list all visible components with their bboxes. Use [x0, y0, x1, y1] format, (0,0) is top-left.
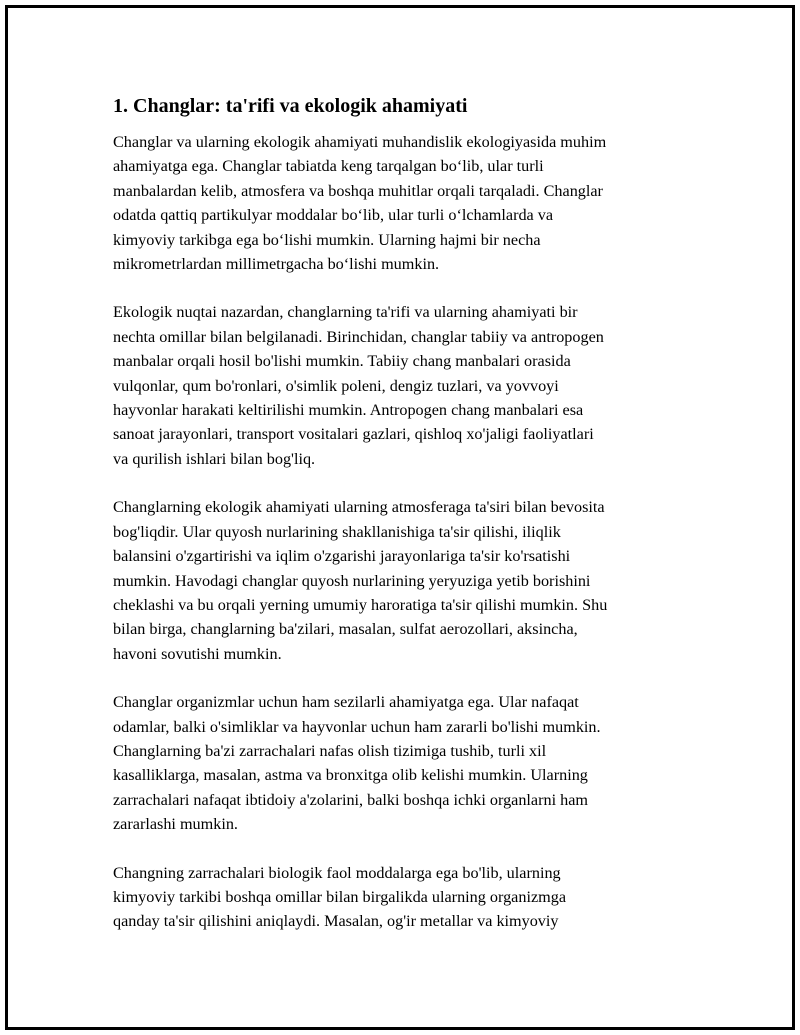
- text-line: havoni sovutishi mumkin.: [113, 644, 282, 663]
- text-line: hayvonlar harakati keltirilishi mumkin. Antropogen chang manbalari esa: [113, 401, 584, 420]
- text-line: Changlar organizmlar uchun ham sezilarli ahamiyatga ega. Ular nafaqat: [113, 693, 579, 712]
- paragraph-atmosphere: [113, 495, 693, 666]
- text-line: ahamiyatga ega. Changlar tabiatda keng tarqalgan bo‘lib, ular turli: [113, 157, 544, 176]
- paragraph-particles: [113, 861, 693, 934]
- text-line: bog'liqdir. Ular quyosh nurlarining shakllanishiga ta'sir qilishi, iliqlik: [113, 522, 561, 541]
- text-line: zarrachalari nafaqat ibtidoiy a'zolarini, balki boshqa ichki organlarni ham: [113, 790, 589, 809]
- text-line: Changlarning ba'zi zarrachalari nafas olish tizimiga tushib, turli xil: [113, 741, 547, 760]
- text-line: va qurilish ishlari bilan bog'liq.: [113, 449, 316, 468]
- text-line: mikrometrlardan millimetrgacha bo‘lishi mumkin.: [113, 255, 440, 274]
- text-line: manbalar orqali hosil bo'lishi mumkin. Tabiiy chang manbalari orasida: [113, 352, 571, 371]
- text-line: odatda qattiq partikulyar moddalar bo‘lib, ular turli o‘lchamlarda va: [113, 206, 554, 225]
- paragraph-definition: [113, 130, 693, 276]
- text-line: Changning zarrachalari biologik faol moddalarga ega bo'lib, ularning: [113, 863, 561, 882]
- text-line: zararlashi mumkin.: [113, 815, 238, 834]
- text-line: mumkin. Havodagi changlar quyosh nurlarining yeryuziga yetib borishini: [113, 571, 591, 590]
- text-line: cheklashi va bu orqali yerning umumiy haroratiga ta'sir qilishi mumkin. Shu: [113, 595, 608, 614]
- text-line: kimyoviy tarkibga ega bo‘lishi mumkin. Ularning hajmi bir necha: [113, 230, 541, 249]
- text-line: kasalliklarga, masalan, astma va bronxitga olib kelishi mumkin. Ularning: [113, 766, 588, 785]
- text-line: Changlarning ekologik ahamiyati ularning atmosferaga ta'siri bilan bevosita: [113, 498, 605, 517]
- text-line: bilan birga, changlarning ba'zilari, masalan, sulfat aerozollari, aksincha,: [113, 620, 578, 639]
- text-line: manbalardan kelib, atmosfera va boshqa muhitlar orqali tarqaladi. Changlar: [113, 181, 603, 200]
- text-line: vulqonlar, qum bo'ronlari, o'simlik poleni, dengiz tuzlari, va yovvoyi: [113, 376, 559, 395]
- text-line: nechta omillar bilan belgilanadi. Birinchidan, changlar tabiiy va antropogen: [113, 327, 604, 346]
- text-line: kimyoviy tarkibi boshqa omillar bilan birgalikda ularning organizmga: [113, 887, 567, 906]
- text-line: sanoat jarayonlari, transport vositalari gazlari, qishloq xo'jaligi faoliyatlari: [113, 425, 594, 444]
- paragraph-sources: [113, 300, 693, 471]
- text-line: Changlar va ularning ekologik ahamiyati muhandislik ekologiyasida muhim: [113, 133, 607, 151]
- document-body: [113, 92, 693, 958]
- text-line: odamlar, balki o'simliklar va hayvonlar uchun ham zararli bo'lishi mumkin.: [113, 717, 601, 736]
- text-line: Ekologik nuqtai nazardan, changlarning ta'rifi va ularning ahamiyati bir: [113, 303, 578, 322]
- text-line: balansini o'zgartirishi va iqlim o'zgarishi jarayonlariga ta'sir ko'rsatishi: [113, 547, 571, 566]
- section-heading: 1. Changlar: ta'rifi va ekologik ahamiyati: [113, 95, 468, 117]
- paragraph-organisms: [113, 690, 693, 836]
- text-line: qanday ta'sir qilishini aniqlaydi. Masalan, og'ir metallar va kimyoviy: [113, 912, 559, 931]
